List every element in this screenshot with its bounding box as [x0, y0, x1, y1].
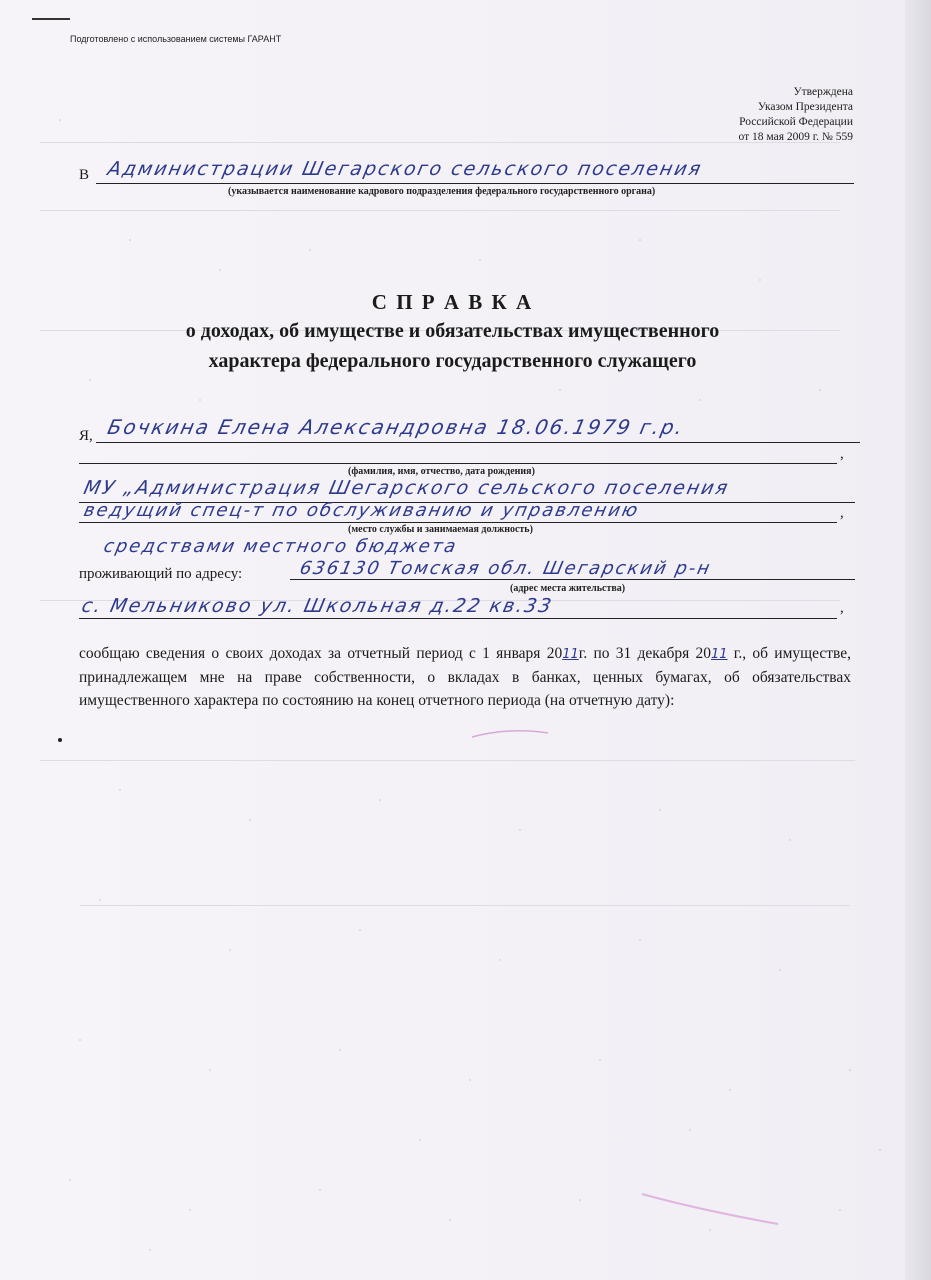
workplace-comma: ,	[840, 505, 844, 521]
year-start: 11	[562, 647, 579, 662]
statement-text: г. по 31 декабря 20	[578, 645, 711, 662]
approval-line: Указом Президента	[757, 101, 853, 113]
residence-handwritten-1: 636130 Томская обл. Шегарский р-н	[297, 558, 714, 579]
workplace-handwritten-2: ведущий спец-т по обслуживанию и управлению	[81, 500, 642, 521]
addressee-prefix: В	[79, 167, 90, 183]
residence-handwritten-2: с. Мельниково ул. Школьная д.22 кв.33	[79, 595, 556, 617]
approval-line: Российской Федерации	[739, 116, 853, 128]
person-prefix: Я,	[79, 428, 93, 444]
person-comma: ,	[840, 446, 844, 462]
residence-caption: (адрес места жительства)	[510, 583, 626, 594]
year-end: 11	[711, 647, 728, 662]
document-subtitle-2: характера федерального государственного служащего	[208, 350, 697, 372]
statement-text: сообщаю сведения о своих доходах за отчетный период с 1 января 20	[79, 645, 563, 662]
approval-line: Утверждена	[793, 86, 853, 98]
system-note: Подготовлено с использованием системы ГАРАНТ	[70, 34, 282, 44]
addressee-handwritten: Администрации Шегарского сельского поселения	[105, 158, 705, 180]
workplace-handwritten-1: МУ „Администрация Шегарского сельского поселения	[81, 477, 732, 499]
workplace-caption: (место службы и занимаемая должность)	[348, 524, 533, 535]
addressee-caption: (указывается наименование кадрового подразделения федерального государственного органа)	[228, 186, 656, 197]
workplace-handwritten-3: средствами местного бюджета	[101, 536, 460, 557]
document-title: С П Р А В К А	[371, 290, 534, 314]
approval-line: от 18 мая 2009 г. № 559	[738, 131, 853, 143]
residence-label: проживающий по адресу:	[79, 566, 243, 582]
person-handwritten: Бочкина Елена Александровна 18.06.1979 г.р.	[105, 415, 687, 439]
statement-text: г., об имуществе, принадлежащем мне на праве собственности, о вкладах в банках, ценных бумагах, об обязательствах имущественного характера по состоянию на конец отчетного периода (на отчетную дату):	[79, 645, 851, 709]
person-caption: (фамилия, имя, отчество, дата рождения)	[348, 466, 535, 477]
document-subtitle-1: о доходах, об имуществе и обязательствах имущественного	[185, 320, 720, 342]
residence-comma: ,	[840, 600, 844, 616]
